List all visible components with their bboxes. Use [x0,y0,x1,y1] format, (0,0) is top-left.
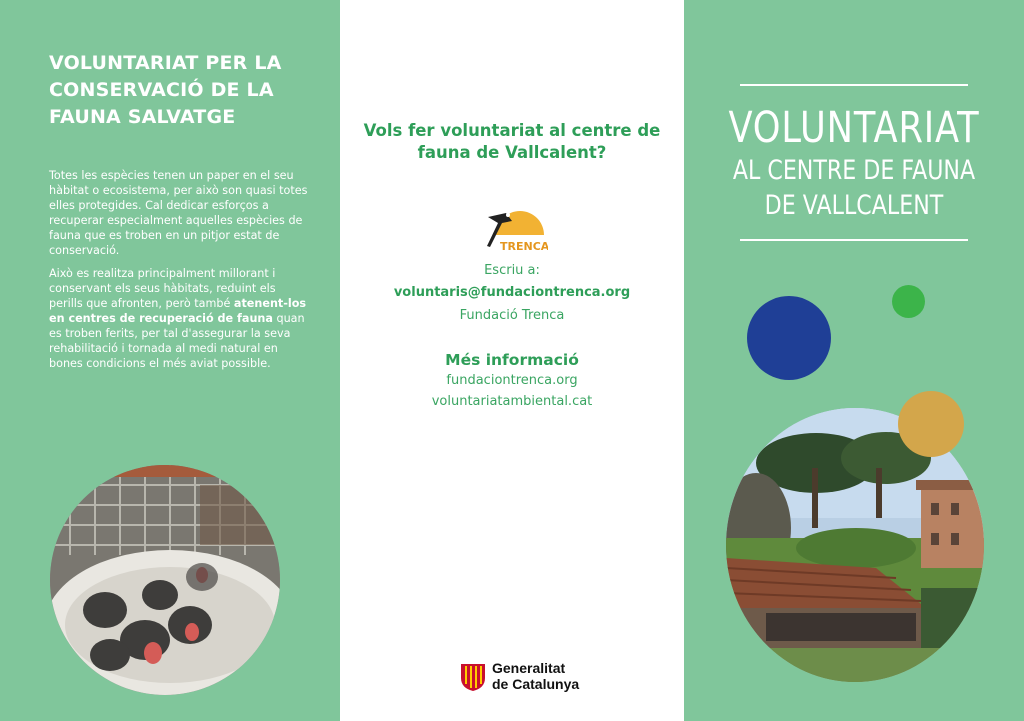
detail-paragraph: Això es realitza principalment millorant i conservant els seus hàbitats, reduint els perills que afronten, però també atenent-los en centres de recuperació de fauna quan es troben ferits, per tal d'assegurar la seva rehabilitació i tornada al medi natural en bones condicions el més aviat possible. [49,267,307,370]
decorative-blue-circle [747,296,831,380]
volunteer-question: Vols fer voluntariat al centre de fauna de Vallcalent? [363,121,661,162]
trenca-logo [478,203,548,253]
decorative-green-circle [892,285,925,318]
decorative-gold-circle [898,391,964,457]
cover-title-line2: AL CENTRE DE FAUNA [732,155,976,186]
title-bottom-rule [740,239,968,241]
website-link-voluntariat[interactable]: voluntariatambiental.cat [431,394,593,409]
highlight-text: atenent-los en centres de recuperació de fauna [49,297,307,325]
email-link[interactable]: voluntaris@fundaciontrenca.org [393,285,631,300]
generalitat-logo [458,660,488,692]
organization-name: Fundació Trenca [459,308,565,323]
trenca-logo-text: TRENCA [500,240,548,253]
title-top-rule [740,84,968,86]
write-to-label: Escriu a: [484,263,540,278]
cover-title-line3: DE VALLCALENT [764,190,944,221]
cover-title-line1: VOLUNTARIAT [728,103,980,153]
left-panel-title: VOLUNTARIAT PER LA CONSERVACIÓ DE LA FAUNA SALVATGE [49,52,282,128]
bird-chicks-photo [50,465,280,695]
generalitat-logo-text: Generalitat de Catalunya [492,660,580,692]
website-link-trenca[interactable]: fundaciontrenca.org [446,373,578,388]
more-info-heading: Més informació [445,351,579,369]
left-panel-body [49,168,311,379]
intro-paragraph: Totes les espècies tenen un paper en el seu hàbitat o ecosistema, per això son quasi totes elles protegides. Cal dedicar esforços a recuperar especialment aquelles espècies de fauna que es troben en un pitjor estat de conservació. [49,169,308,257]
